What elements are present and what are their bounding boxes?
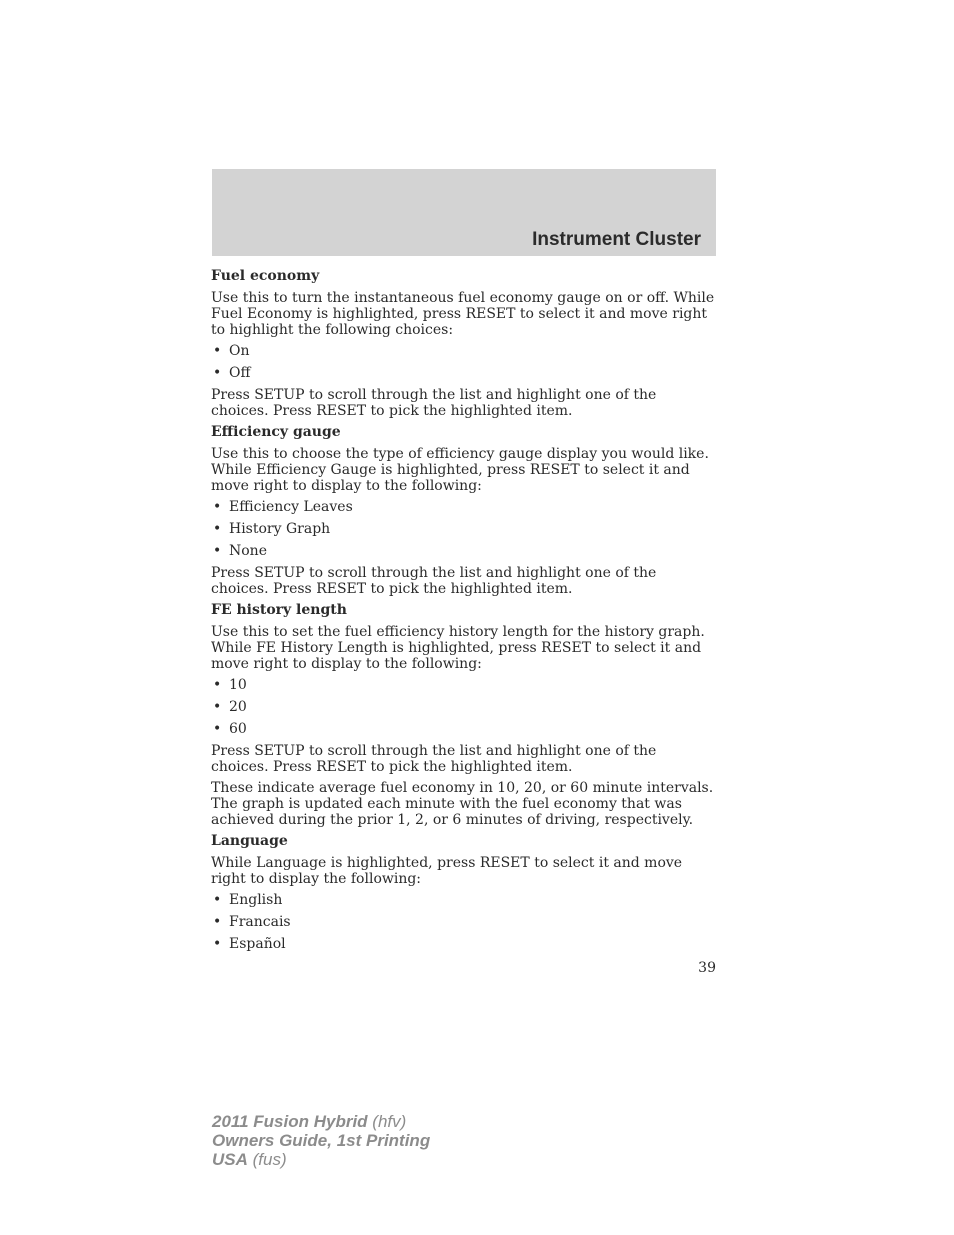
bullet-icon: • — [213, 699, 222, 715]
list-item — [211, 892, 717, 908]
list-item-label: 60 — [229, 721, 247, 737]
choice-list — [211, 677, 717, 737]
section-heading-efficiency-gauge: Efficiency gauge — [211, 424, 341, 440]
list-item-label: 20 — [229, 699, 247, 715]
list-item — [211, 677, 717, 693]
choice-list — [211, 343, 717, 381]
list-item-label: Efficiency Leaves — [229, 499, 353, 515]
paragraph: Use this to turn the instantaneous fuel economy gauge on or off. While Fuel Economy is highlighted, press RESET to select it and move right to highlight the following choices: — [211, 290, 715, 338]
section-heading-fuel-economy: Fuel economy — [211, 268, 320, 284]
section-heading-fe-history-length: FE history length — [211, 602, 347, 618]
bullet-icon: • — [213, 365, 222, 381]
paragraph: While Language is highlighted, press RESET to select it and move right to display the following: — [211, 855, 683, 887]
page-number: 39 — [698, 960, 716, 976]
footer-line-guide — [212, 1131, 430, 1150]
list-item — [211, 521, 717, 537]
footer-region: USA — [212, 1150, 248, 1169]
paragraph: These indicate average fuel economy in 10, 20, or 60 minute intervals. The graph is updated each minute with the fuel economy that was achieved during the prior 1, 2, or 6 minutes of driving, respectively. — [211, 780, 714, 828]
footer-model-name: 2011 Fusion Hybrid — [212, 1112, 368, 1131]
list-item — [211, 699, 717, 715]
bullet-icon: • — [213, 677, 222, 693]
list-item — [211, 936, 717, 952]
list-item — [211, 343, 717, 359]
list-item-label: English — [229, 892, 283, 908]
list-item — [211, 499, 717, 515]
paragraph: Use this to set the fuel efficiency history length for the history graph. While FE History Length is highlighted, press RESET to select it and move right to display to the following: — [211, 624, 705, 672]
paragraph: Press SETUP to scroll through the list and highlight one of the choices. Press RESET to pick the highlighted item. — [211, 387, 657, 419]
paragraph: Press SETUP to scroll through the list and highlight one of the choices. Press RESET to pick the highlighted item. — [211, 743, 657, 775]
choice-list — [211, 499, 717, 559]
bullet-icon: • — [213, 343, 222, 359]
section-title: Instrument Cluster — [532, 229, 701, 250]
paragraph: Use this to choose the type of efficiency gauge display you would like. While Efficiency Gauge is highlighted, press RESET to select it and move right to display to the following: — [211, 446, 709, 494]
list-item — [211, 721, 717, 737]
footer-region-code: (fus) — [252, 1150, 287, 1169]
footer-line-region — [212, 1150, 430, 1169]
bullet-icon: • — [213, 936, 222, 952]
list-item-label: 10 — [229, 677, 247, 693]
list-item — [211, 914, 717, 930]
list-item-label: History Graph — [229, 521, 331, 537]
choice-list — [211, 892, 717, 952]
list-item-label: On — [229, 343, 250, 359]
section-header-band — [212, 169, 716, 256]
bullet-icon: • — [213, 521, 222, 537]
document-footer — [212, 1112, 430, 1169]
paragraph: Press SETUP to scroll through the list and highlight one of the choices. Press RESET to pick the highlighted item. — [211, 565, 657, 597]
list-item-label: Español — [229, 936, 286, 952]
footer-guide-edition: Owners Guide, 1st Printing — [212, 1131, 431, 1150]
bullet-icon: • — [213, 914, 222, 930]
bullet-icon: • — [213, 721, 222, 737]
bullet-icon: • — [213, 543, 222, 559]
list-item-label: Off — [229, 365, 251, 381]
list-item — [211, 365, 717, 381]
footer-model-code: (hfv) — [372, 1112, 407, 1131]
list-item — [211, 543, 717, 559]
list-item-label: Francais — [229, 914, 291, 930]
bullet-icon: • — [213, 892, 222, 908]
section-heading-language: Language — [211, 833, 288, 849]
list-item-label: None — [229, 543, 267, 559]
page-content — [211, 268, 717, 958]
footer-line-model — [212, 1112, 430, 1131]
bullet-icon: • — [213, 499, 222, 515]
